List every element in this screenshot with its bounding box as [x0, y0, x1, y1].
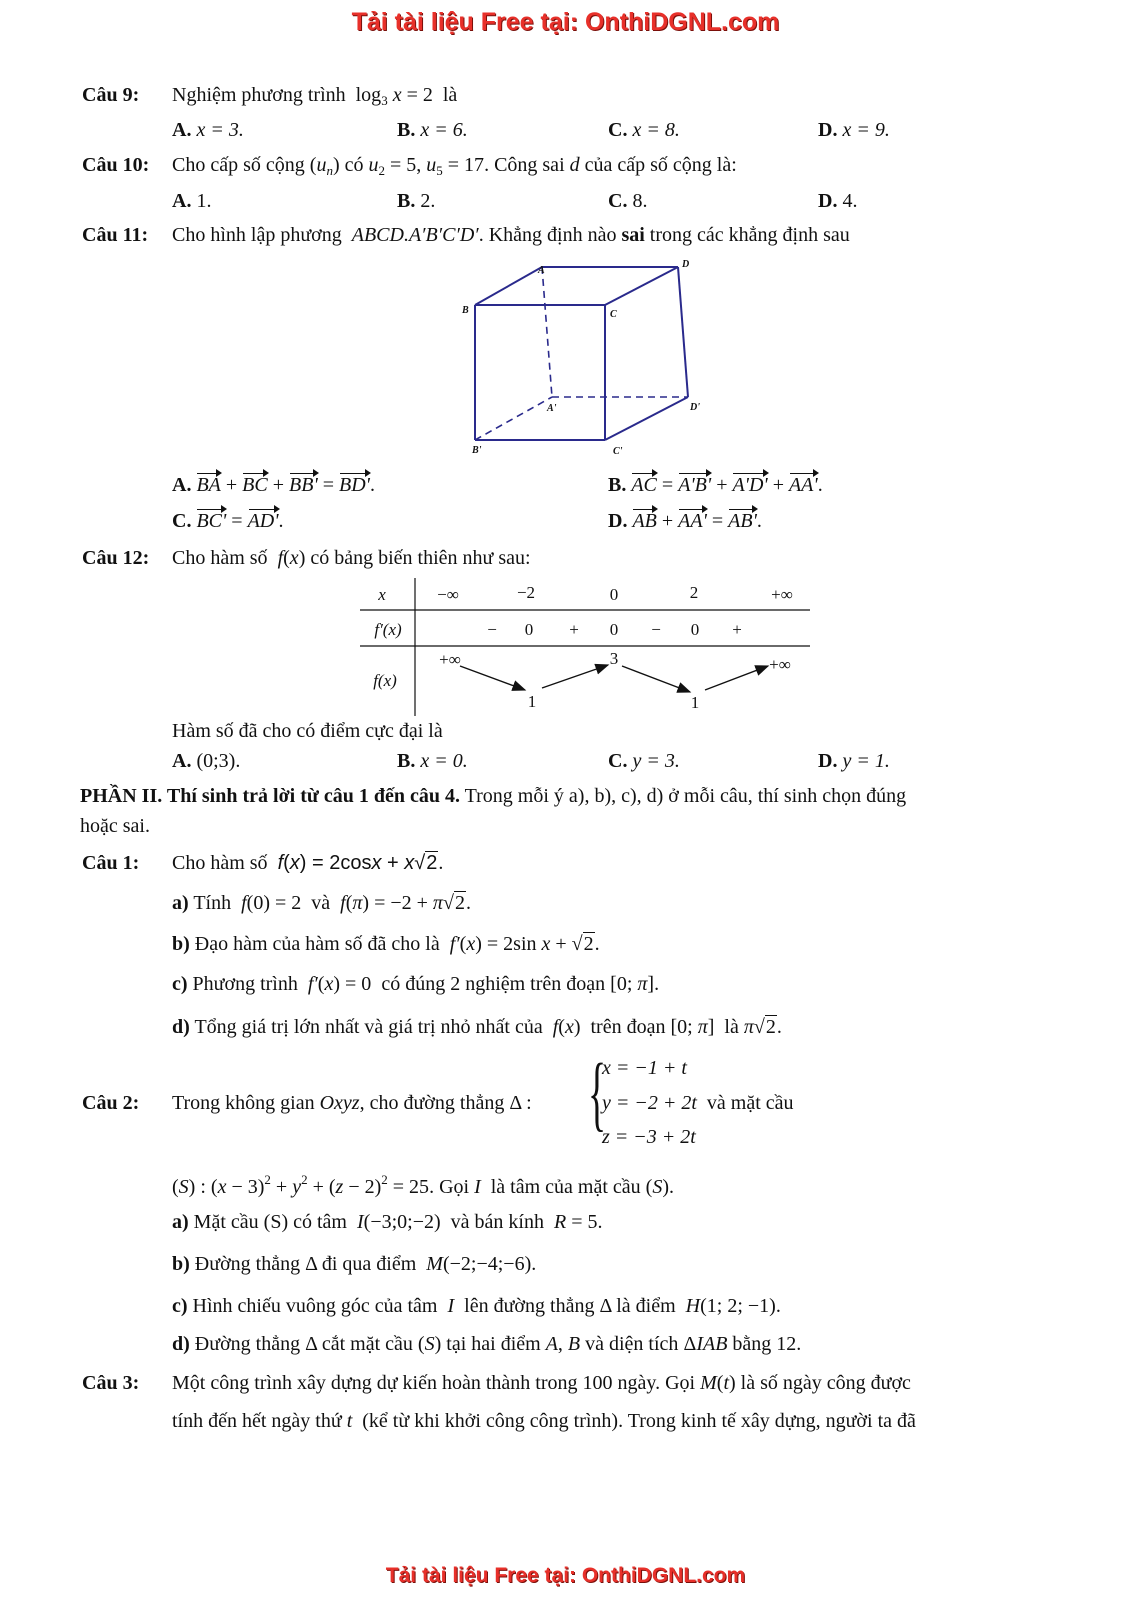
header-banner-top[interactable]: Tải tài liệu Free tại: OnthiDGNL.com: [351, 8, 780, 36]
p1-statement-d[interactable]: d) Tổng giá trị lớn nhất và giá trị nhỏ nhất của f(x) trên đoạn [0; π] là π√2.: [172, 1016, 782, 1038]
q9-option-d[interactable]: D. x = 9.: [818, 119, 890, 141]
table-f-2: 3: [609, 649, 619, 668]
q10-stem: Cho cấp số cộng $(u_n)$ có $u_2 = 5$, $u_5 = 17$. Công sai d của cấp số cộng là:: [172, 154, 737, 178]
q9-stem: Nghiệm phương trình $\log_3 x = 2$ là: [172, 84, 458, 108]
table-sign-1: 0: [524, 620, 534, 639]
q9-option-c[interactable]: C. x = 8.: [608, 119, 680, 141]
q12-stem: Cho hàm số f(x) có bảng biến thiên như sau:: [172, 547, 531, 569]
q11-option-b[interactable]: B. AC = A'B' + A'D' + AA'.: [608, 474, 823, 496]
table-f-1: 1: [527, 692, 537, 711]
q9-label: Câu 9:: [82, 84, 140, 106]
vertex-a-prime: A': [547, 403, 557, 414]
p3-line2: tính đến hết ngày thứ t (kể từ khi khởi công công trình). Trong kinh tế xây dựng, người ta đã: [172, 1410, 916, 1432]
p2-statement-b[interactable]: b) Đường thẳng Δ đi qua điểm M(−2;−4;−6).: [172, 1253, 537, 1275]
p3-label: Câu 3:: [82, 1372, 140, 1394]
q12-label: Câu 12:: [82, 547, 150, 569]
table-sign-0: −: [487, 620, 497, 639]
p1-statement-a[interactable]: a) Tính f(0) = 2 và f(π) = −2 + π√2.: [172, 892, 471, 914]
p2-statement-c[interactable]: c) Hình chiếu vuông góc của tâm I lên đường thẳng Δ là điểm H(1; 2; −1).: [172, 1295, 781, 1317]
q10-option-d[interactable]: D. 4.: [818, 190, 858, 212]
vertex-d-prime: D': [690, 402, 700, 413]
p3-line1: Một công trình xây dựng dự kiến hoàn thành trong 100 ngày. Gọi M(t) là số ngày công được: [172, 1372, 911, 1394]
vertex-b: B: [462, 305, 469, 316]
q12-option-c[interactable]: C. y = 3.: [608, 750, 680, 772]
q12-option-b[interactable]: B. x = 0.: [397, 750, 468, 772]
q10-label: Câu 10:: [82, 154, 150, 176]
variation-table: [360, 578, 815, 716]
table-x-0: −∞: [437, 585, 459, 604]
q11-stem: Cho hình lập phương ABCD.A′B′C′D′. Khẳng định nào sai trong các khẳng định sau: [172, 224, 850, 246]
p2-sphere: (S) : $(x - 3)^2 + y^2 + (z - 2)^2 = 25$. Gọi I là tâm của mặt cầu (S).: [172, 1172, 674, 1198]
p2-statement-a[interactable]: a) Mặt cầu (S) có tâm I(−3;0;−2) và bán kính R = 5.: [172, 1211, 603, 1233]
q12-option-a[interactable]: A. (0;3).: [172, 750, 241, 772]
q12-option-d[interactable]: D. y = 1.: [818, 750, 890, 772]
part2-heading-line2: hoặc sai.: [80, 815, 150, 837]
p2-stem: Trong không gian Oxyz, cho đường thẳng Δ :: [172, 1092, 532, 1114]
part2-heading: PHẦN II. Thí sinh trả lời từ câu 1 đến câu 4. Trong mỗi ý a), b), c), d) ở mỗi câu, thí sinh chọn đúng: [80, 785, 907, 807]
table-x-3: 2: [689, 583, 699, 602]
table-x-label: x: [378, 585, 386, 604]
q10-option-a[interactable]: A. 1.: [172, 190, 212, 212]
table-f-0: +∞: [439, 650, 461, 669]
vertex-b-prime: B': [472, 445, 482, 456]
q11-option-d[interactable]: D. AB + AA' = AB'.: [608, 510, 762, 532]
header-banner-bottom[interactable]: Tải tài liệu Free tại: OnthiDGNL.com: [385, 1564, 746, 1587]
table-sign-2: +: [569, 620, 579, 639]
p1-label: Câu 1:: [82, 852, 140, 874]
table-fp-label: f′(x): [374, 620, 402, 639]
table-sign-4: −: [651, 620, 661, 639]
table-x-2: 0: [609, 585, 619, 604]
table-sign-6: +: [732, 620, 742, 639]
vertex-a: A: [538, 265, 545, 276]
p2-system-2: y = −2 + 2t và mặt cầu: [602, 1092, 794, 1114]
p2-system-3: z = −3 + 2t: [602, 1126, 696, 1148]
table-sign-5: 0: [690, 620, 700, 639]
q11-option-c[interactable]: C. BC' = AD'.: [172, 510, 284, 532]
q9-option-b[interactable]: B. x = 6.: [397, 119, 468, 141]
q9-option-a[interactable]: A. x = 3.: [172, 119, 244, 141]
vertex-d: D: [682, 259, 690, 270]
table-sign-3: 0: [609, 620, 619, 639]
p1-statement-c[interactable]: c) Phương trình f′(x) = 0 có đúng 2 nghiệm trên đoạn [0; π].: [172, 973, 660, 995]
q11-label: Câu 11:: [82, 224, 149, 246]
p2-label: Câu 2:: [82, 1092, 140, 1114]
p2-system-1: x = −1 + t: [602, 1057, 687, 1079]
vertex-c-prime: C': [613, 446, 623, 457]
table-f-label: f(x): [373, 671, 397, 690]
table-x-4: +∞: [771, 585, 793, 604]
q11-option-a[interactable]: A. BA + BC + BB' = BD'.: [172, 474, 375, 496]
table-f-4: +∞: [769, 655, 791, 674]
q10-option-b[interactable]: B. 2.: [397, 190, 436, 212]
p1-statement-b[interactable]: b) Đạo hàm của hàm số đã cho là f′(x) = 2sin x + √2.: [172, 933, 600, 955]
q10-option-c[interactable]: C. 8.: [608, 190, 648, 212]
table-f-3: 1: [690, 693, 700, 712]
q12-after: Hàm số đã cho có điểm cực đại là: [172, 720, 443, 742]
table-x-1: −2: [516, 583, 536, 602]
vertex-c: C: [610, 309, 617, 320]
p2-statement-d[interactable]: d) Đường thẳng Δ cắt mặt cầu (S) tại hai điểm A, B và diện tích ΔIAB bằng 12.: [172, 1333, 802, 1355]
p1-stem: Cho hàm số f(x) = 2cosx + x√2.: [172, 852, 444, 874]
cube-figure: [460, 255, 720, 470]
